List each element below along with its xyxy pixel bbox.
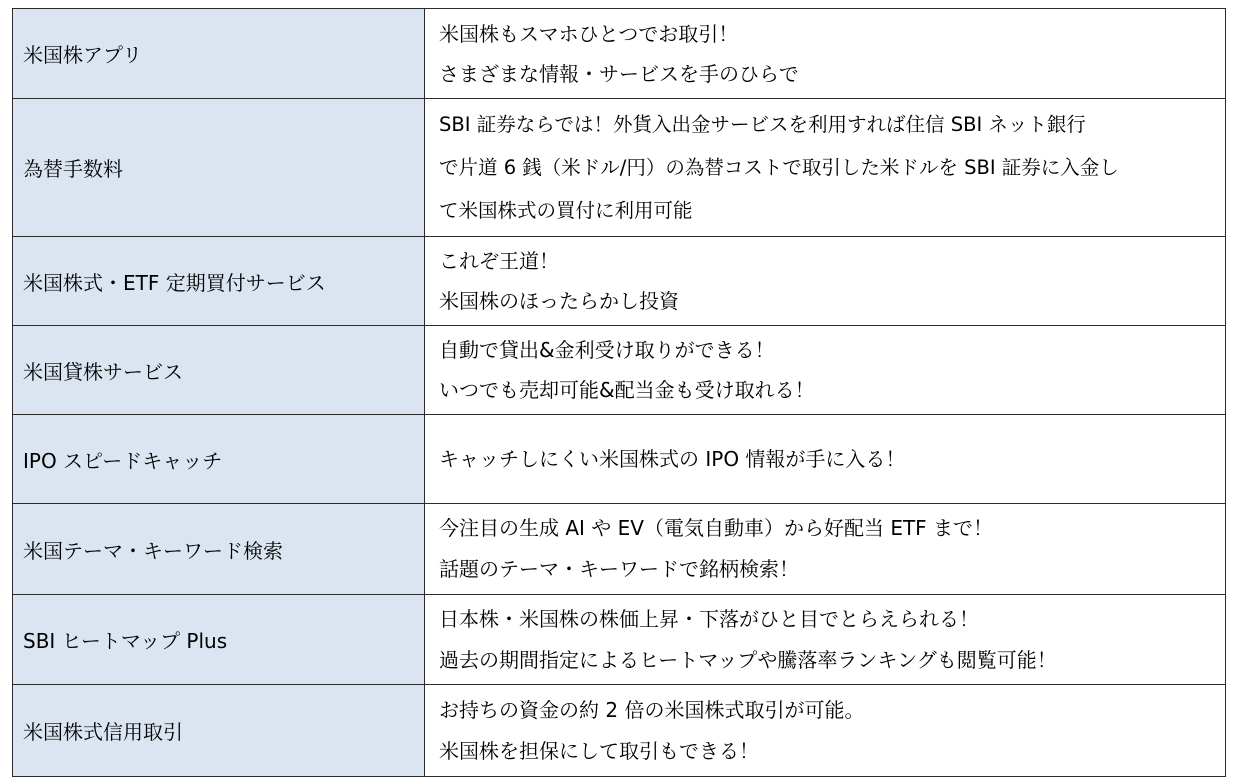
description-cell	[425, 504, 1226, 595]
feature-name-cell: 米国株式・ETF 定期買付サービス	[13, 237, 425, 326]
table-row	[13, 326, 1226, 415]
description-line: お持ちの資金の約 2 倍の米国株式取引が可能。	[439, 697, 865, 722]
description-line: 日本株・米国株の株価上昇・下落がひと目でとらえられる！	[439, 606, 979, 631]
description-cell	[425, 237, 1226, 326]
description-line: いつでも売却可能&配当金も受け取れる！	[439, 378, 815, 402]
feature-name-cell: SBI ヒートマップ Plus	[13, 595, 425, 685]
description-line: SBI 証券ならでは！外貨入出金サービスを利用すれば住信 SBI ネット銀行	[439, 113, 1086, 136]
description-line: で片道 6 銭（米ドル/円）の為替コストで取引した米ドルを SBI 証券に入金し	[439, 156, 1119, 179]
description-line: 自動で貸出&金利受け取りができる！	[439, 338, 775, 362]
description-line: て米国株式の買付に利用可能	[439, 199, 693, 222]
table-row	[13, 9, 1226, 99]
description-cell	[425, 685, 1226, 777]
description-line: 米国株もスマホひとつでお取引！	[439, 21, 739, 46]
description-cell	[425, 9, 1226, 99]
description-cell	[425, 326, 1226, 415]
description-line: これぞ王道！	[439, 249, 559, 273]
feature-table	[12, 8, 1226, 777]
table-row	[13, 237, 1226, 326]
feature-name-cell: 米国株アプリ	[13, 9, 425, 99]
description-line: 米国株のほったらかし投資	[439, 289, 679, 313]
feature-name-cell: 米国貸株サービス	[13, 326, 425, 415]
description-cell	[425, 99, 1226, 237]
table-row	[13, 415, 1226, 504]
table-row	[13, 685, 1226, 777]
description-line: キャッチしにくい米国株式の IPO 情報が手に入る！	[439, 447, 906, 471]
description-line: さまざまな情報・サービスを手のひらで	[439, 61, 799, 86]
description-line: 米国株を担保にして取引もできる！	[439, 738, 759, 763]
description-line: 今注目の生成 AI や EV（電気自動車）から好配当 ETF まで！	[439, 516, 994, 540]
feature-name-cell: 為替手数料	[13, 99, 425, 237]
table-row	[13, 595, 1226, 685]
table-row	[13, 99, 1226, 237]
description-line: 話題のテーマ・キーワードで銘柄検索！	[439, 557, 799, 581]
feature-name-cell: 米国株式信用取引	[13, 685, 425, 777]
feature-name-cell: 米国テーマ・キーワード検索	[13, 504, 425, 595]
description-line: 過去の期間指定によるヒートマップや騰落率ランキングも閲覧可能！	[439, 647, 1057, 672]
description-cell	[425, 595, 1226, 685]
description-cell	[425, 415, 1226, 504]
table-row	[13, 504, 1226, 595]
feature-name-cell: IPO スピードキャッチ	[13, 415, 425, 504]
